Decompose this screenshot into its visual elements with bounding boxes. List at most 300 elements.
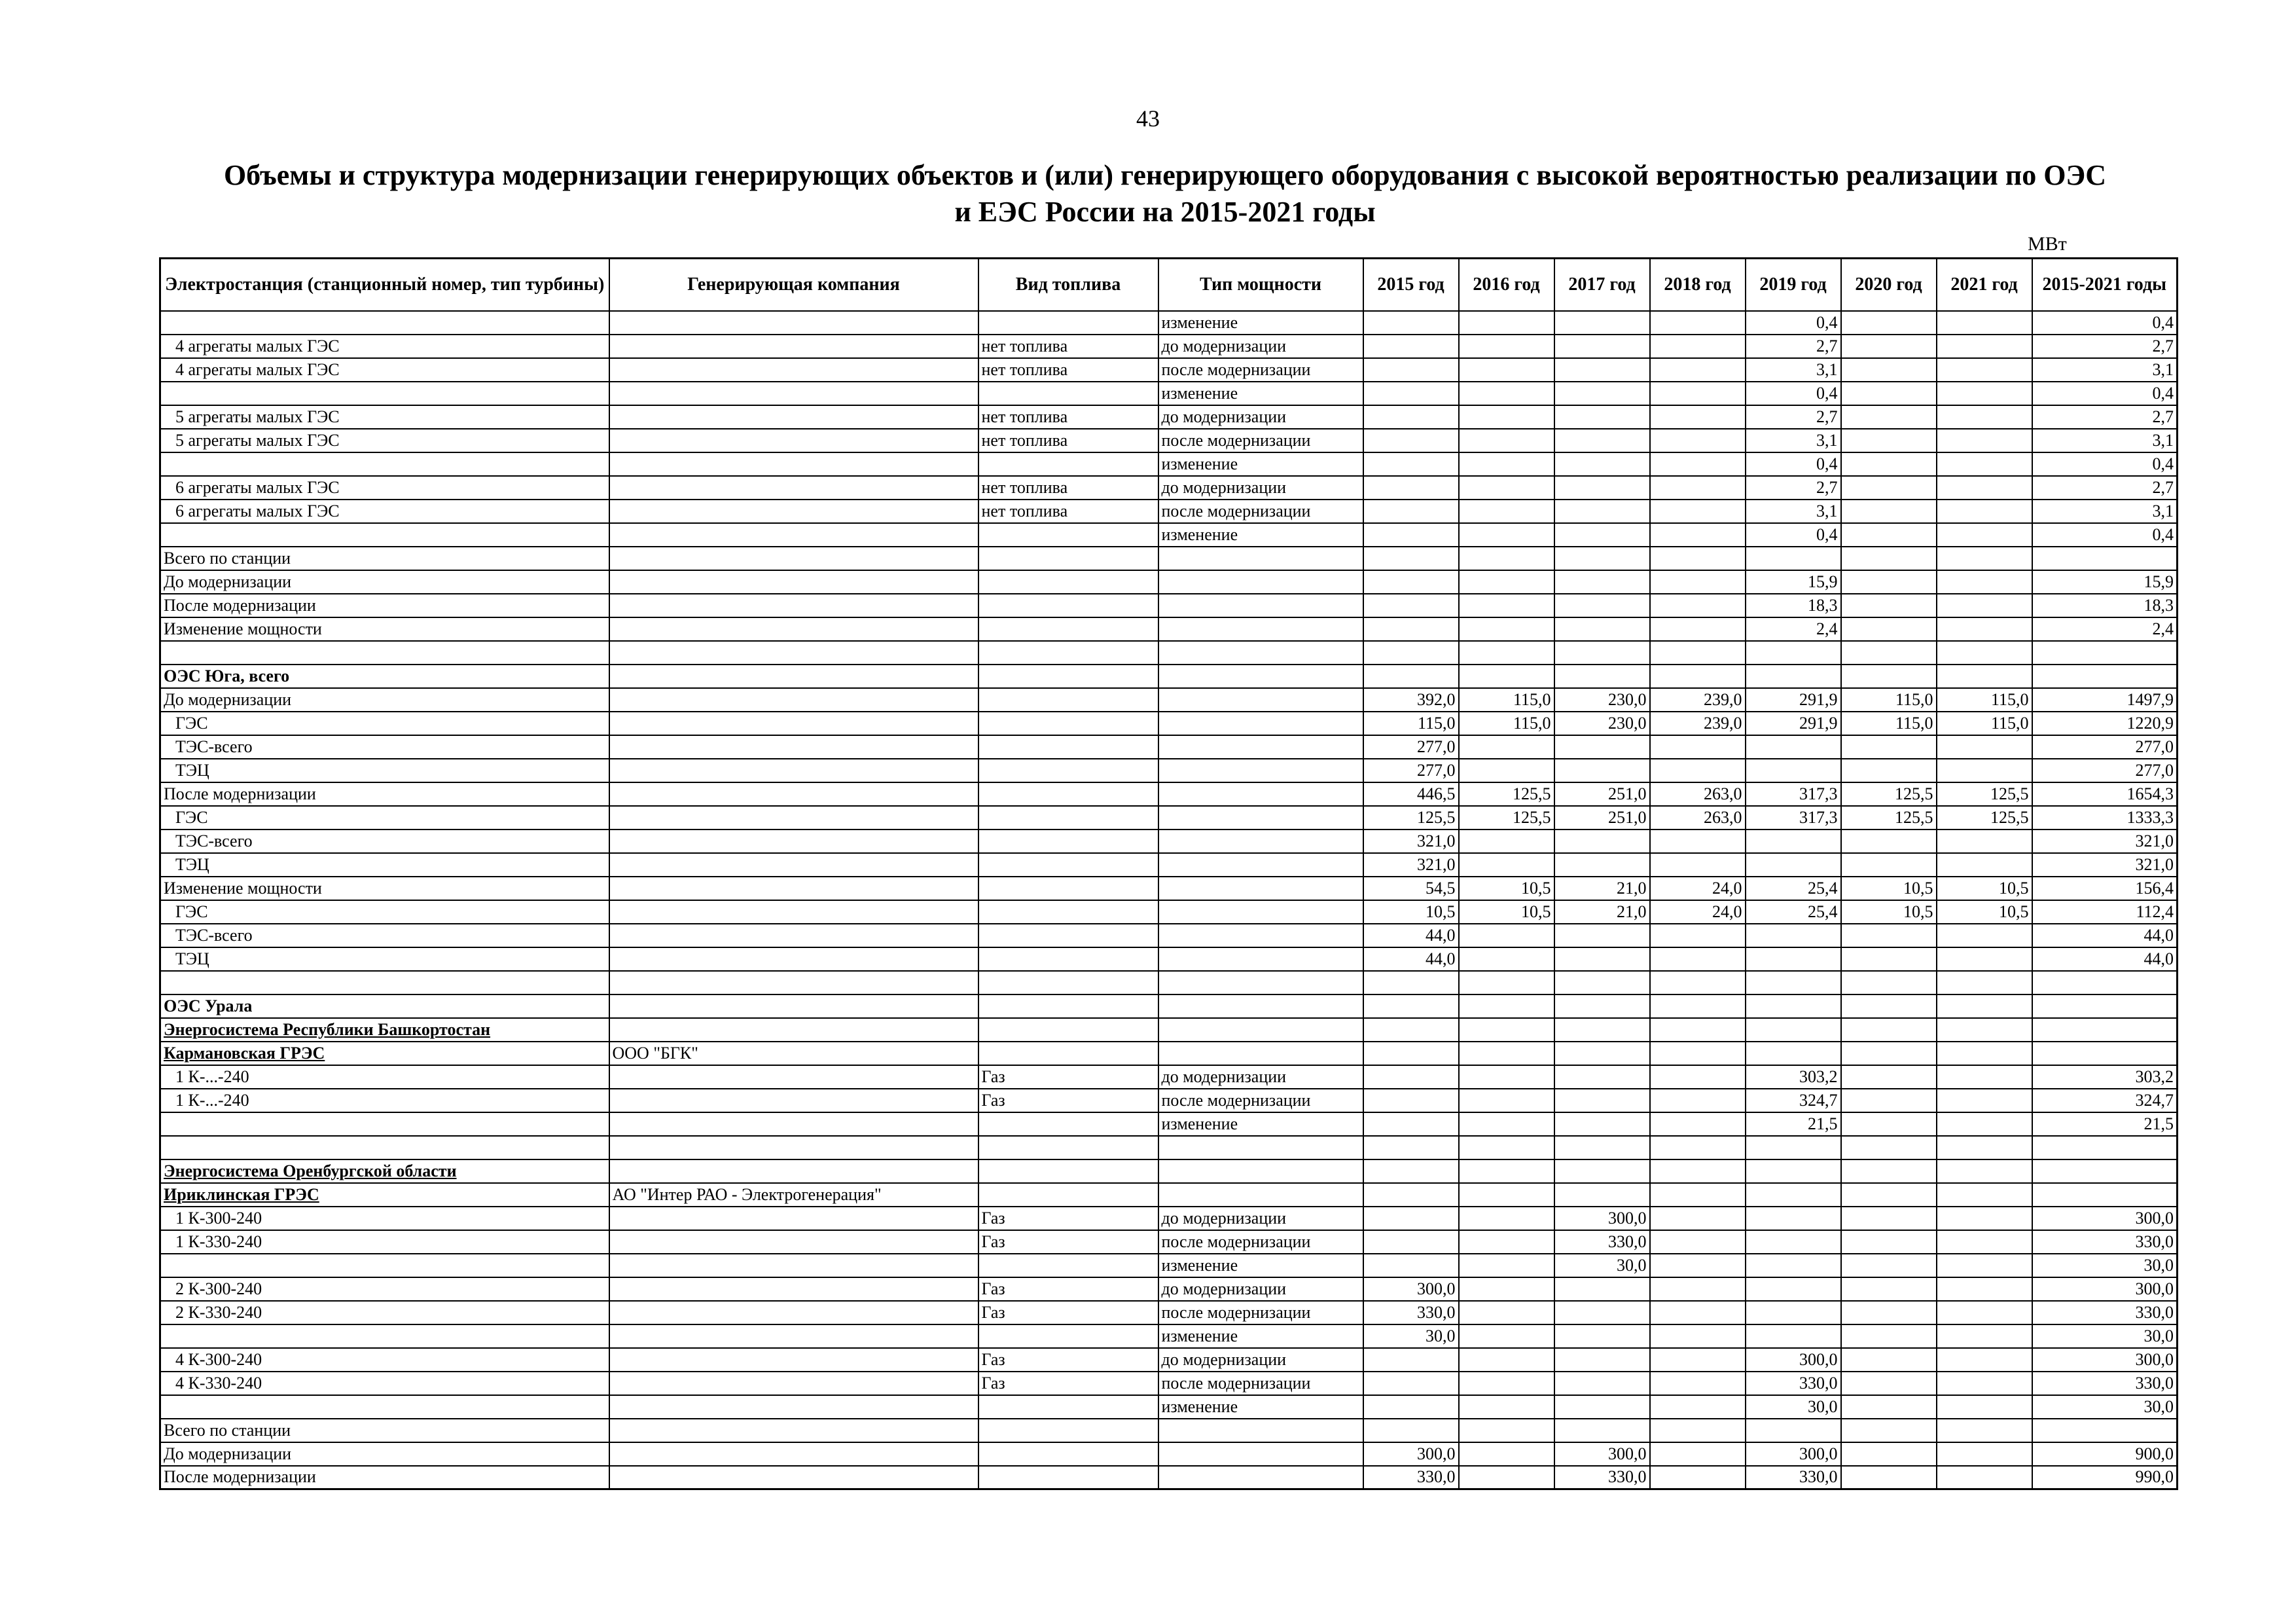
cell-year-2021 [1937, 594, 2032, 617]
cell-company [609, 971, 978, 994]
cell-station [160, 1112, 609, 1136]
cell-year-2021 [1937, 405, 2032, 429]
table-row [160, 476, 2178, 500]
cell-year-2017 [1554, 382, 1650, 405]
cell-total: 0,4 [2032, 311, 2178, 335]
cell-year-2015 [1363, 358, 1459, 382]
cell-capacity-type: изменение [1158, 382, 1363, 405]
cell-year-2018 [1650, 994, 1746, 1018]
cell-year-2015 [1363, 994, 1459, 1018]
table-row [160, 1301, 2178, 1324]
cell-year-2016 [1459, 358, 1554, 382]
cell-company [609, 1254, 978, 1277]
cell-year-2015: 300,0 [1363, 1442, 1459, 1466]
cell-station [160, 311, 609, 335]
cell-year-2017: 230,0 [1554, 712, 1650, 735]
cell-capacity-type [1158, 688, 1363, 712]
cell-year-2016 [1459, 1159, 1554, 1183]
cell-station: После модернизации [160, 1466, 609, 1489]
cell-year-2018 [1650, 594, 1746, 617]
cell-total: 1333,3 [2032, 806, 2178, 830]
cell-capacity-type [1158, 712, 1363, 735]
cell-station: После модернизации [160, 594, 609, 617]
cell-year-2017 [1554, 617, 1650, 641]
table-row [160, 1395, 2178, 1419]
cell-year-2021 [1937, 853, 2032, 877]
cell-year-2016 [1459, 1395, 1554, 1419]
cell-year-2015: 321,0 [1363, 830, 1459, 853]
cell-station: ОЭС Юга, всего [160, 665, 609, 688]
cell-year-2016 [1459, 947, 1554, 971]
cell-year-2019 [1746, 924, 1841, 947]
cell-fuel: Газ [978, 1301, 1158, 1324]
table-row [160, 806, 2178, 830]
cell-year-2016 [1459, 735, 1554, 759]
table-row [160, 830, 2178, 853]
cell-year-2020 [1841, 1018, 1937, 1042]
cell-year-2021 [1937, 1042, 2032, 1065]
table-row [160, 1183, 2178, 1207]
cell-year-2017 [1554, 570, 1650, 594]
cell-year-2020 [1841, 1254, 1937, 1277]
cell-fuel: Газ [978, 1230, 1158, 1254]
cell-fuel [978, 877, 1158, 900]
cell-year-2015: 125,5 [1363, 806, 1459, 830]
cell-fuel [978, 853, 1158, 877]
cell-year-2016 [1459, 617, 1554, 641]
cell-year-2016 [1459, 1112, 1554, 1136]
cell-year-2019 [1746, 1136, 1841, 1159]
cell-year-2021 [1937, 1018, 2032, 1042]
cell-year-2021 [1937, 1207, 2032, 1230]
cell-year-2016: 125,5 [1459, 782, 1554, 806]
cell-fuel: Газ [978, 1065, 1158, 1089]
cell-company [609, 1207, 978, 1230]
cell-year-2020 [1841, 994, 1937, 1018]
cell-company [609, 853, 978, 877]
header-total: 2015-2021 годы [2032, 259, 2178, 311]
cell-total: 330,0 [2032, 1372, 2178, 1395]
cell-year-2018 [1650, 853, 1746, 877]
cell-station: ТЭС-всего [160, 924, 609, 947]
cell-capacity-type [1158, 782, 1363, 806]
cell-year-2020 [1841, 735, 1937, 759]
cell-station: ГЭС [160, 806, 609, 830]
cell-year-2019: 317,3 [1746, 806, 1841, 830]
cell-company [609, 311, 978, 335]
cell-year-2017: 300,0 [1554, 1207, 1650, 1230]
document-title [144, 157, 2186, 230]
cell-company [609, 358, 978, 382]
cell-year-2015 [1363, 1089, 1459, 1112]
cell-year-2018 [1650, 335, 1746, 358]
cell-year-2019 [1746, 853, 1841, 877]
cell-year-2017 [1554, 1277, 1650, 1301]
cell-total: 300,0 [2032, 1348, 2178, 1372]
cell-station: 5 агрегаты малых ГЭС [160, 429, 609, 452]
cell-capacity-type: после модернизации [1158, 1230, 1363, 1254]
cell-capacity-type [1158, 735, 1363, 759]
cell-year-2016 [1459, 1254, 1554, 1277]
cell-year-2019 [1746, 1042, 1841, 1065]
cell-year-2016 [1459, 594, 1554, 617]
cell-year-2020 [1841, 476, 1937, 500]
cell-year-2016 [1459, 1018, 1554, 1042]
cell-total: 2,7 [2032, 405, 2178, 429]
cell-year-2020 [1841, 1183, 1937, 1207]
cell-year-2018 [1650, 665, 1746, 688]
cell-year-2015 [1363, 405, 1459, 429]
cell-year-2020 [1841, 429, 1937, 452]
cell-capacity-type: до модернизации [1158, 1348, 1363, 1372]
header-2017: 2017 год [1554, 259, 1650, 311]
cell-year-2016 [1459, 452, 1554, 476]
cell-year-2015: 330,0 [1363, 1301, 1459, 1324]
cell-year-2017 [1554, 452, 1650, 476]
table-row [160, 1419, 2178, 1442]
cell-year-2017 [1554, 1112, 1650, 1136]
cell-year-2016 [1459, 1324, 1554, 1348]
cell-total: 330,0 [2032, 1230, 2178, 1254]
cell-year-2021 [1937, 547, 2032, 570]
cell-year-2018 [1650, 311, 1746, 335]
cell-year-2020 [1841, 335, 1937, 358]
cell-year-2020 [1841, 1136, 1937, 1159]
cell-station [160, 1136, 609, 1159]
cell-fuel: Газ [978, 1277, 1158, 1301]
cell-year-2018 [1650, 1183, 1746, 1207]
cell-year-2018 [1650, 971, 1746, 994]
cell-year-2016 [1459, 759, 1554, 782]
cell-capacity-type [1158, 594, 1363, 617]
cell-year-2016: 10,5 [1459, 877, 1554, 900]
cell-year-2015 [1363, 665, 1459, 688]
header-2016: 2016 год [1459, 259, 1554, 311]
cell-fuel: Газ [978, 1372, 1158, 1395]
cell-fuel [978, 665, 1158, 688]
cell-year-2018 [1650, 735, 1746, 759]
cell-year-2016 [1459, 994, 1554, 1018]
cell-year-2018 [1650, 1324, 1746, 1348]
cell-station: ОЭС Урала [160, 994, 609, 1018]
cell-year-2015: 10,5 [1363, 900, 1459, 924]
table-row [160, 735, 2178, 759]
cell-company [609, 900, 978, 924]
cell-year-2017 [1554, 429, 1650, 452]
cell-fuel [978, 994, 1158, 1018]
cell-capacity-type [1158, 547, 1363, 570]
table-row [160, 877, 2178, 900]
cell-station: Ириклинская ГРЭС [160, 1183, 609, 1207]
cell-company [609, 1277, 978, 1301]
table-row [160, 1466, 2178, 1489]
cell-station: ТЭС-всего [160, 830, 609, 853]
cell-capacity-type: после модернизации [1158, 500, 1363, 523]
cell-year-2019 [1746, 994, 1841, 1018]
cell-year-2019: 15,9 [1746, 570, 1841, 594]
page-number: 43 [1136, 105, 1160, 132]
table-row [160, 452, 2178, 476]
cell-station: 4 агрегаты малых ГЭС [160, 358, 609, 382]
cell-total: 3,1 [2032, 358, 2178, 382]
cell-year-2015: 44,0 [1363, 947, 1459, 971]
cell-total [2032, 1042, 2178, 1065]
cell-fuel [978, 971, 1158, 994]
cell-total: 300,0 [2032, 1277, 2178, 1301]
cell-fuel [978, 594, 1158, 617]
table-row [160, 523, 2178, 547]
cell-year-2020 [1841, 547, 1937, 570]
cell-year-2017 [1554, 1419, 1650, 1442]
cell-capacity-type [1158, 1018, 1363, 1042]
cell-year-2021 [1937, 1089, 2032, 1112]
cell-year-2018: 24,0 [1650, 877, 1746, 900]
cell-year-2018 [1650, 1089, 1746, 1112]
cell-total [2032, 665, 2178, 688]
cell-station: Кармановская ГРЭС [160, 1042, 609, 1065]
cell-year-2021: 115,0 [1937, 688, 2032, 712]
cell-year-2017 [1554, 1042, 1650, 1065]
cell-year-2018 [1650, 617, 1746, 641]
cell-year-2015: 277,0 [1363, 735, 1459, 759]
cell-year-2019 [1746, 1254, 1841, 1277]
cell-company [609, 1112, 978, 1136]
cell-station: 6 агрегаты малых ГЭС [160, 476, 609, 500]
cell-station: Энергосистема Оренбургской области [160, 1159, 609, 1183]
cell-year-2021 [1937, 1442, 2032, 1466]
cell-capacity-type [1158, 877, 1363, 900]
cell-fuel [978, 1466, 1158, 1489]
cell-year-2016 [1459, 1466, 1554, 1489]
cell-year-2020 [1841, 924, 1937, 947]
cell-year-2020 [1841, 1159, 1937, 1183]
cell-year-2020 [1841, 971, 1937, 994]
cell-total: 44,0 [2032, 947, 2178, 971]
cell-year-2019 [1746, 947, 1841, 971]
cell-year-2015 [1363, 1042, 1459, 1065]
table-row [160, 712, 2178, 735]
cell-year-2020 [1841, 570, 1937, 594]
cell-total: 3,1 [2032, 429, 2178, 452]
cell-year-2017 [1554, 1136, 1650, 1159]
cell-total [2032, 1183, 2178, 1207]
cell-year-2016 [1459, 830, 1554, 853]
cell-year-2021 [1937, 1277, 2032, 1301]
cell-total: 277,0 [2032, 759, 2178, 782]
cell-capacity-type [1158, 1159, 1363, 1183]
cell-year-2017: 330,0 [1554, 1230, 1650, 1254]
cell-year-2020: 125,5 [1841, 806, 1937, 830]
table-row [160, 688, 2178, 712]
cell-fuel [978, 641, 1158, 665]
cell-year-2019 [1746, 1159, 1841, 1183]
cell-year-2018 [1650, 1159, 1746, 1183]
cell-year-2019 [1746, 830, 1841, 853]
cell-year-2021 [1937, 1348, 2032, 1372]
cell-total: 900,0 [2032, 1442, 2178, 1466]
cell-company [609, 947, 978, 971]
cell-year-2020 [1841, 641, 1937, 665]
cell-company [609, 1159, 978, 1183]
cell-year-2019: 3,1 [1746, 358, 1841, 382]
cell-year-2018: 263,0 [1650, 782, 1746, 806]
table-row [160, 1324, 2178, 1348]
cell-capacity-type: до модернизации [1158, 1207, 1363, 1230]
table-row [160, 1277, 2178, 1301]
table-row [160, 994, 2178, 1018]
cell-year-2017 [1554, 1159, 1650, 1183]
cell-total: 0,4 [2032, 382, 2178, 405]
cell-year-2021 [1937, 335, 2032, 358]
table-row [160, 1254, 2178, 1277]
cell-year-2016 [1459, 665, 1554, 688]
cell-year-2018 [1650, 1136, 1746, 1159]
cell-year-2018 [1650, 452, 1746, 476]
table-row [160, 900, 2178, 924]
cell-year-2016 [1459, 1419, 1554, 1442]
cell-fuel [978, 1136, 1158, 1159]
cell-total: 2,7 [2032, 476, 2178, 500]
cell-year-2015 [1363, 335, 1459, 358]
cell-total: 321,0 [2032, 853, 2178, 877]
cell-capacity-type: изменение [1158, 1254, 1363, 1277]
cell-capacity-type [1158, 759, 1363, 782]
cell-year-2019: 21,5 [1746, 1112, 1841, 1136]
cell-year-2016 [1459, 1230, 1554, 1254]
header-capacity-type: Тип мощности [1158, 259, 1363, 311]
cell-year-2020 [1841, 1042, 1937, 1065]
cell-year-2020 [1841, 1207, 1937, 1230]
cell-total: 44,0 [2032, 924, 2178, 947]
cell-year-2020 [1841, 759, 1937, 782]
cell-year-2015 [1363, 452, 1459, 476]
cell-year-2019: 0,4 [1746, 382, 1841, 405]
cell-fuel [978, 452, 1158, 476]
cell-year-2017: 21,0 [1554, 877, 1650, 900]
header-2020: 2020 год [1841, 259, 1937, 311]
cell-capacity-type [1158, 994, 1363, 1018]
table-row [160, 947, 2178, 971]
cell-year-2017 [1554, 335, 1650, 358]
cell-fuel [978, 1254, 1158, 1277]
cell-year-2017 [1554, 358, 1650, 382]
cell-fuel [978, 1042, 1158, 1065]
cell-fuel [978, 1018, 1158, 1042]
cell-total: 15,9 [2032, 570, 2178, 594]
cell-year-2018: 239,0 [1650, 688, 1746, 712]
cell-year-2020: 10,5 [1841, 877, 1937, 900]
cell-year-2016 [1459, 547, 1554, 570]
cell-company [609, 570, 978, 594]
cell-station: 6 агрегаты малых ГЭС [160, 500, 609, 523]
table-row [160, 853, 2178, 877]
cell-year-2019 [1746, 1324, 1841, 1348]
cell-year-2016 [1459, 311, 1554, 335]
cell-capacity-type [1158, 900, 1363, 924]
cell-fuel [978, 1419, 1158, 1442]
cell-year-2017 [1554, 1018, 1650, 1042]
cell-year-2020 [1841, 1089, 1937, 1112]
table-row [160, 1442, 2178, 1466]
cell-year-2020: 115,0 [1841, 688, 1937, 712]
cell-fuel [978, 947, 1158, 971]
cell-year-2018 [1650, 1419, 1746, 1442]
cell-year-2015 [1363, 1230, 1459, 1254]
cell-fuel [978, 1183, 1158, 1207]
cell-fuel [978, 1159, 1158, 1183]
cell-company [609, 735, 978, 759]
cell-station: ТЭЦ [160, 947, 609, 971]
cell-year-2019: 3,1 [1746, 429, 1841, 452]
table-row [160, 641, 2178, 665]
cell-capacity-type: изменение [1158, 523, 1363, 547]
cell-year-2018 [1650, 947, 1746, 971]
cell-station: Всего по станции [160, 1419, 609, 1442]
cell-year-2018 [1650, 641, 1746, 665]
cell-station: 4 К-300-240 [160, 1348, 609, 1372]
cell-year-2021: 125,5 [1937, 782, 2032, 806]
cell-company [609, 1089, 978, 1112]
cell-total: 321,0 [2032, 830, 2178, 853]
cell-year-2019 [1746, 1207, 1841, 1230]
cell-company [609, 500, 978, 523]
table-row [160, 971, 2178, 994]
cell-capacity-type: до модернизации [1158, 335, 1363, 358]
cell-year-2016 [1459, 500, 1554, 523]
cell-year-2018 [1650, 547, 1746, 570]
cell-total: 3,1 [2032, 500, 2178, 523]
cell-company [609, 712, 978, 735]
cell-year-2021 [1937, 452, 2032, 476]
cell-capacity-type: после модернизации [1158, 358, 1363, 382]
cell-year-2015 [1363, 1395, 1459, 1419]
cell-year-2019: 324,7 [1746, 1089, 1841, 1112]
cell-year-2018: 263,0 [1650, 806, 1746, 830]
cell-capacity-type [1158, 830, 1363, 853]
cell-year-2016 [1459, 1207, 1554, 1230]
cell-capacity-type: до модернизации [1158, 476, 1363, 500]
cell-station [160, 1395, 609, 1419]
cell-year-2015 [1363, 1207, 1459, 1230]
cell-year-2015 [1363, 1018, 1459, 1042]
cell-station: ГЭС [160, 712, 609, 735]
cell-year-2016 [1459, 1089, 1554, 1112]
cell-year-2015: 300,0 [1363, 1277, 1459, 1301]
cell-company [609, 1372, 978, 1395]
cell-year-2018: 239,0 [1650, 712, 1746, 735]
cell-year-2017 [1554, 759, 1650, 782]
cell-year-2016 [1459, 853, 1554, 877]
table-row [160, 759, 2178, 782]
cell-year-2017: 300,0 [1554, 1442, 1650, 1466]
header-2015: 2015 год [1363, 259, 1459, 311]
cell-year-2019 [1746, 641, 1841, 665]
cell-company [609, 1301, 978, 1324]
cell-year-2020 [1841, 853, 1937, 877]
cell-year-2017 [1554, 500, 1650, 523]
cell-year-2021 [1937, 1324, 2032, 1348]
cell-year-2018 [1650, 1018, 1746, 1042]
cell-fuel: Газ [978, 1089, 1158, 1112]
cell-fuel [978, 830, 1158, 853]
cell-capacity-type [1158, 665, 1363, 688]
cell-year-2021 [1937, 1372, 2032, 1395]
table-row [160, 1207, 2178, 1230]
cell-company [609, 1136, 978, 1159]
cell-company [609, 1065, 978, 1089]
cell-total [2032, 971, 2178, 994]
cell-station: 4 К-330-240 [160, 1372, 609, 1395]
